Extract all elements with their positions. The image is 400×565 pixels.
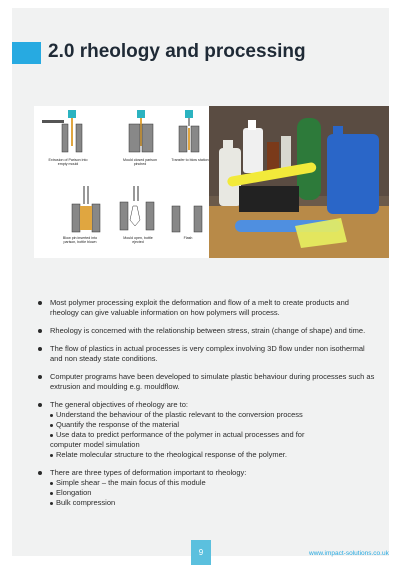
diagram-label: Mould closed parison pinched bbox=[123, 158, 157, 166]
sub-bullet-list bbox=[50, 410, 376, 460]
diagram-label: Extrusion of Parison into empty mould bbox=[48, 158, 88, 166]
process-figure bbox=[34, 106, 389, 258]
bullet-item bbox=[36, 400, 376, 460]
bullet-text: The flow of plastics in actual processes is very complex involving 3D flow under non isothermal and non steady state conditions. bbox=[50, 344, 365, 363]
bullet-text: Computer programs have been developed to simulate plastic behaviour during processes such as extrusion and moulding e.g. mouldflow. bbox=[50, 372, 375, 391]
diagram-label: Transfer to blow station bbox=[171, 158, 209, 162]
sub-bullet-item: Quantify the response of the material bbox=[50, 420, 376, 430]
sub-bullet-item: Relate molecular structure to the rheological response of the polymer. bbox=[50, 450, 376, 460]
sub-bullet-item: Bulk compression bbox=[50, 498, 376, 508]
diagram-label: Mould open, bottle ejected bbox=[123, 236, 153, 244]
bullet-list bbox=[36, 298, 376, 516]
sub-bullet-item: Use data to predict performance of the polymer in actual processes and for bbox=[50, 430, 376, 440]
sub-bullet-item: Simple shear – the main focus of this module bbox=[50, 478, 376, 488]
sub-bullet-item: Elongation bbox=[50, 488, 376, 498]
document-page bbox=[12, 8, 389, 556]
footer-url[interactable]: www.impact-solutions.co.uk bbox=[309, 550, 389, 557]
bullet-text: There are three types of deformation important to rheology: bbox=[50, 468, 247, 477]
bullet-text: Most polymer processing exploit the deformation and flow of a melt to create products and rheology can give valuable information on how polymers will process. bbox=[50, 298, 349, 317]
bullet-item bbox=[36, 326, 376, 336]
sub-bullet-list bbox=[50, 478, 376, 508]
diagram-label: Blow pin inserted into parison, bottle blown bbox=[62, 236, 98, 244]
plastic-products-illustration bbox=[209, 106, 389, 258]
bullet-text: The general objectives of rheology are to: bbox=[50, 400, 188, 409]
diagram-label: Flash bbox=[183, 236, 193, 240]
sub-bullet-continuation: computer model simulation bbox=[50, 440, 140, 449]
bullet-item bbox=[36, 468, 376, 508]
sub-bullet-item: Understand the behaviour of the plastic relevant to the conversion process bbox=[50, 410, 376, 420]
bullet-text: Rheology is concerned with the relationship between stress, strain (change of shape) and time. bbox=[50, 326, 366, 335]
bullet-item bbox=[36, 298, 376, 318]
bullet-item bbox=[36, 344, 376, 364]
bullet-item bbox=[36, 372, 376, 392]
plastic-products-photo bbox=[209, 106, 389, 258]
title-accent-bar bbox=[12, 42, 41, 64]
page-title: 2.0 rheology and processing bbox=[48, 41, 306, 62]
page-number: 9 bbox=[191, 540, 211, 565]
blow-moulding-diagram bbox=[34, 106, 209, 258]
